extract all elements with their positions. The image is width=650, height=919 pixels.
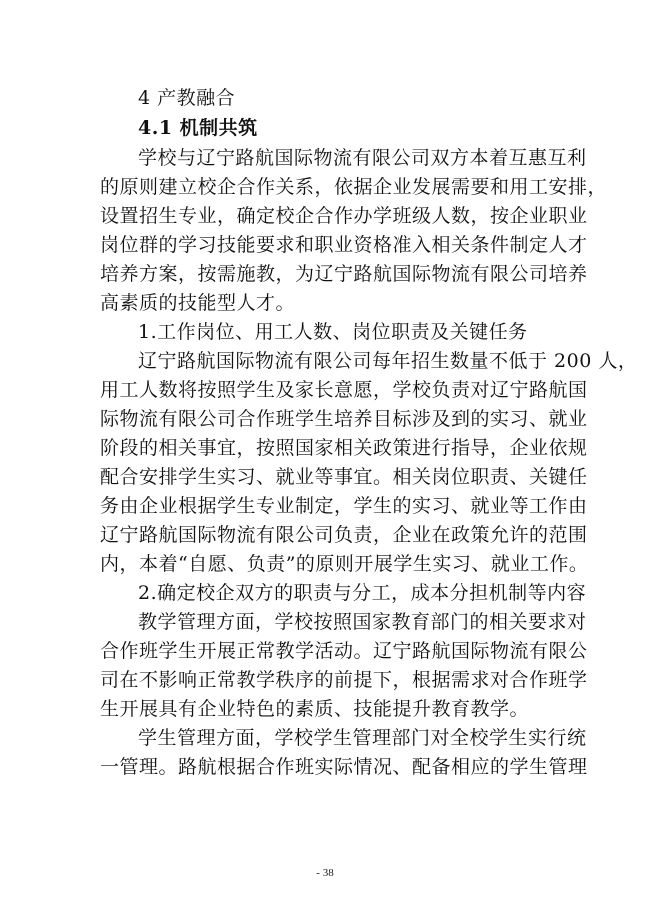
document-body xyxy=(100,84,638,782)
subsection-heading: 4.1 机制共筑 xyxy=(138,117,258,139)
paragraph-line: 际物流有限公司合作班学生培养目标涉及到的实习、就业 xyxy=(100,408,588,430)
paragraph-line: 务由企业根据学生专业制定，学生的实习、就业等工作由 xyxy=(100,495,588,517)
paragraph-line: 辽宁路航国际物流有限公司每年招生数量不低于 200 人， xyxy=(138,350,638,372)
paragraph-line: 阶段的相关事宜，按照国家相关政策进行指导，企业依规 xyxy=(100,437,588,459)
paragraph-line: 内，本着“自愿、负责”的原则开展学生实习、就业工作。 xyxy=(100,553,589,575)
list-heading: 1.工作岗位、用工人数、岗位职责及关键任务 xyxy=(138,321,528,343)
paragraph-line: 辽宁路航国际物流有限公司负责，企业在政策允许的范围 xyxy=(100,524,588,546)
paragraph-line: 设置招生专业，确定校企合作办学班级人数，按企业职业 xyxy=(100,205,588,227)
page-number: - 38 xyxy=(316,867,334,879)
paragraph-line: 岗位群的学习技能要求和职业资格准入相关条件制定人才 xyxy=(100,234,588,256)
paragraph-line: 一管理。路航根据合作班实际情况、配备相应的学生管理 xyxy=(100,756,588,778)
paragraph-line: 生开展具有企业特色的素质、技能提升教育教学。 xyxy=(100,698,530,720)
paragraph-line: 司在不影响正常教学秩序的前提下，根据需求对合作班学 xyxy=(100,669,588,691)
paragraph-line: 用工人数将按照学生及家长意愿，学校负责对辽宁路航国 xyxy=(100,379,588,401)
paragraph-line: 的原则建立校企合作关系，依据企业发展需要和用工安排， xyxy=(100,176,608,198)
paragraph-line: 学校与辽宁路航国际物流有限公司双方本着互惠互利 xyxy=(138,147,587,169)
paragraph-line: 教学管理方面，学校按照国家教育部门的相关要求对 xyxy=(138,611,587,633)
section-heading: 4 产教融合 xyxy=(138,87,236,109)
paragraph-line: 合作班学生开展正常教学活动。辽宁路航国际物流有限公 xyxy=(100,640,588,662)
paragraph-line: 学生管理方面，学校学生管理部门对全校学生实行统 xyxy=(138,727,587,749)
paragraph-line: 培养方案，按需施教，为辽宁路航国际物流有限公司培养 xyxy=(100,263,588,285)
paragraph-line: 配合安排学生实习、就业等事宜。相关岗位职责、关键任 xyxy=(100,466,588,488)
paragraph-line: 高素质的技能型人才。 xyxy=(100,292,296,314)
list-heading: 2.确定校企双方的职责与分工，成本分担机制等内容 xyxy=(138,582,587,604)
